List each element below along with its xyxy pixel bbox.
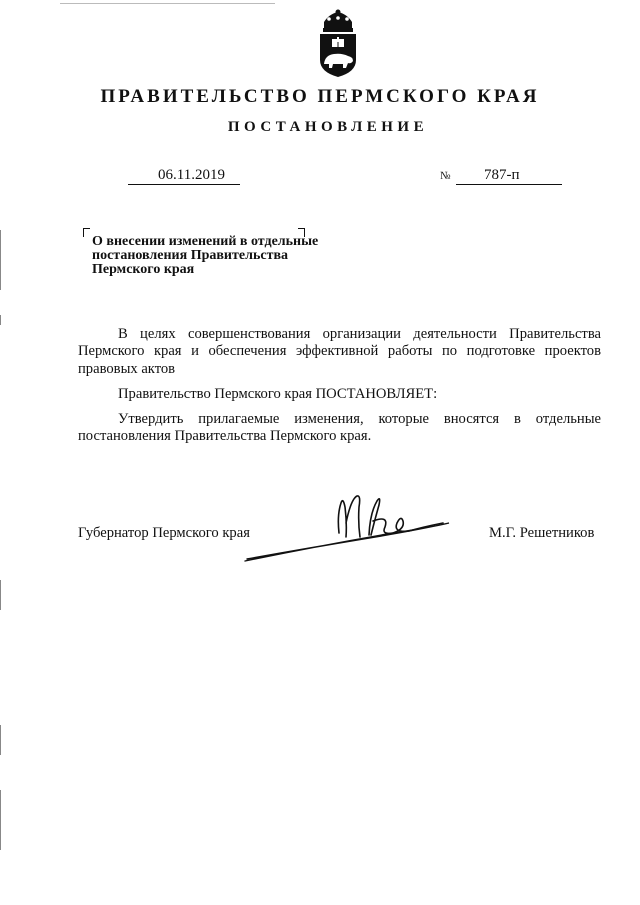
body-paragraph: Утвердить прилагаемые изменения, которые вносятся в отдельные постановления Правительства Пермского края.: [78, 411, 601, 445]
scan-top-rule: [60, 3, 275, 4]
scan-edge-mark: [0, 790, 1, 850]
scan-edge-mark: [0, 725, 1, 755]
document-number: 787-п: [484, 167, 520, 183]
subject-line: Пермского края: [92, 262, 195, 277]
body-paragraph: В целях совершенствования организации деятельности Правительства Пермского края и обеспечения эффективной работы по подготовке проектов правовых актов: [78, 326, 601, 377]
scan-edge-mark: [0, 315, 1, 325]
body-paragraph: Правительство Пермского края ПОСТАНОВЛЯЕТ:: [118, 386, 438, 402]
number-sign: №: [440, 170, 451, 182]
subject-block: [92, 235, 362, 277]
signer-name: М.Г. Решетников: [489, 525, 595, 541]
scan-edge-mark: [0, 580, 1, 610]
subject-line: О внесении изменений в отдельные: [92, 234, 319, 249]
document-date: 06.11.2019: [158, 167, 225, 183]
subject-corner-left: [83, 228, 90, 237]
subject-line: постановления Правительства: [92, 248, 288, 263]
signer-position: Губернатор Пермского края: [78, 525, 250, 541]
government-title: ПРАВИТЕЛЬСТВО ПЕРМСКОГО КРАЯ: [100, 86, 540, 107]
handwritten-signature-icon: [243, 493, 463, 565]
document-type: ПОСТАНОВЛЕНИЕ: [227, 119, 429, 135]
scan-edge-mark: [0, 230, 1, 290]
perm-krai-coat-of-arms-icon: [315, 8, 361, 78]
